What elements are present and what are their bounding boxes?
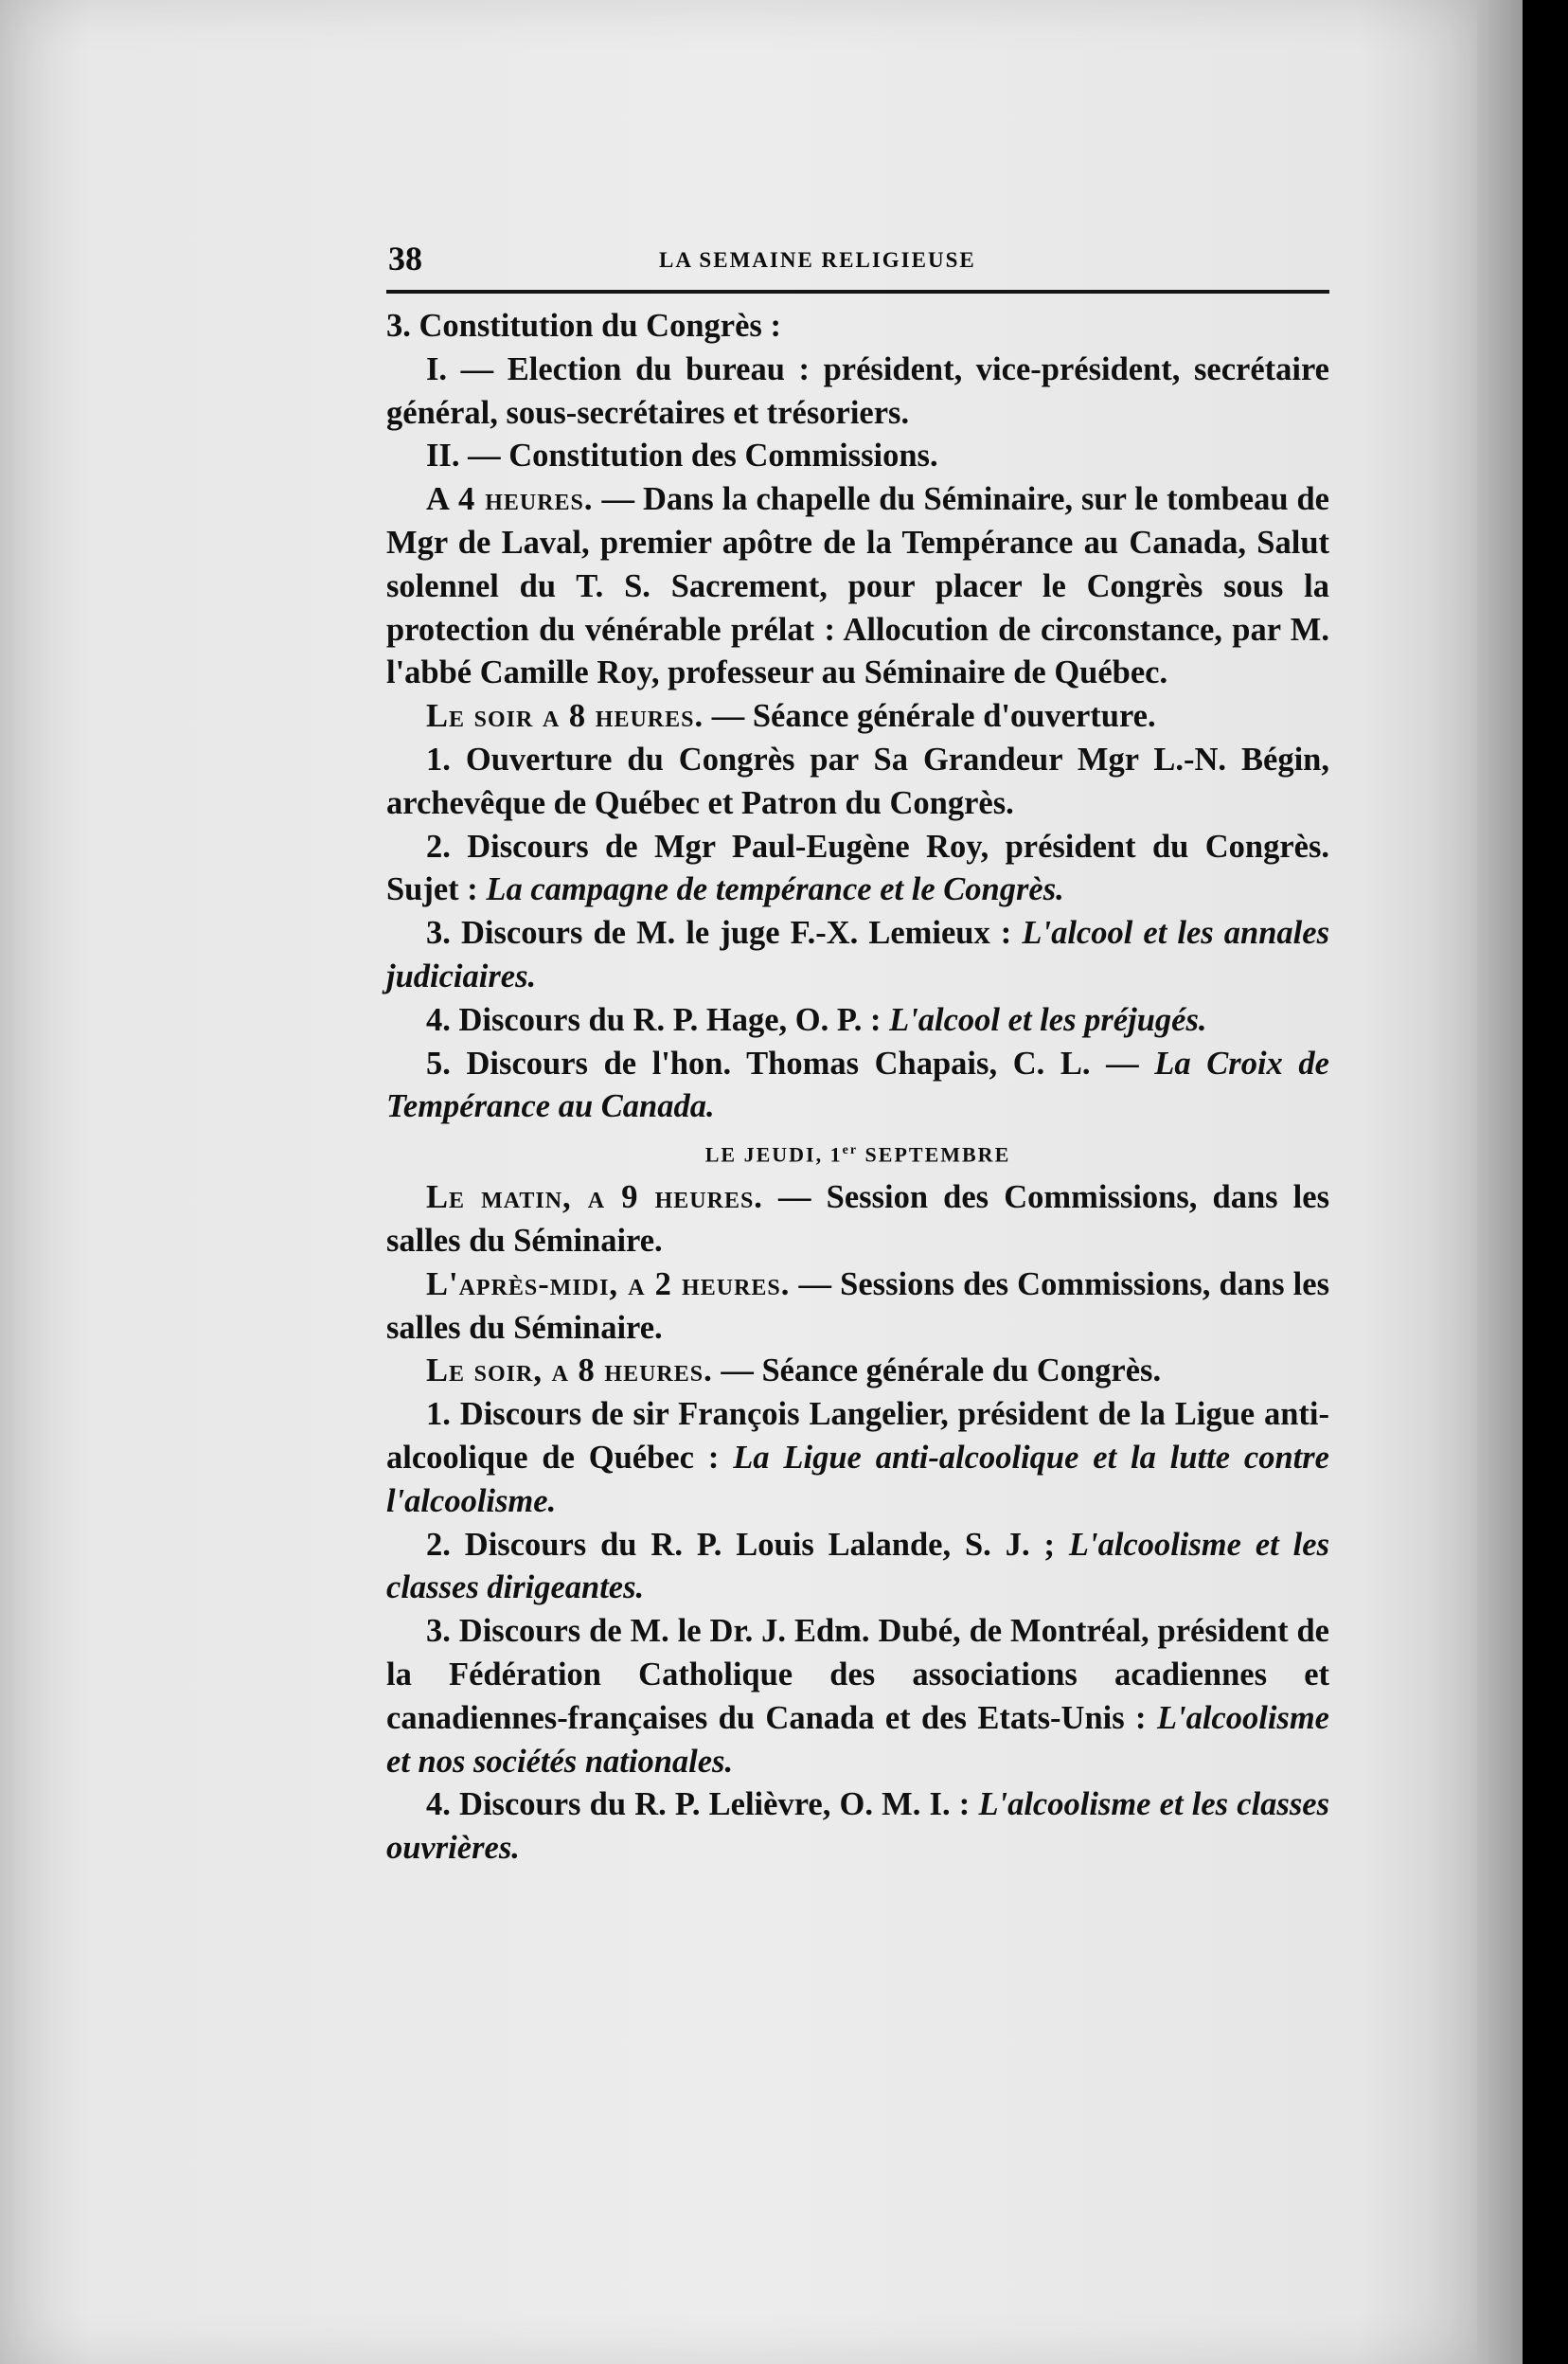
- paragraph: A 4 heures. — Dans la chapelle du Séminaire, sur le tombeau de Mgr de Laval, premier apôtre de la Tempérance au Canada, Salut solennel du T. S. Sacrement, pour placer le Congrès sous la protection du vénérable prélat : Allocution de circonstance, par M. l'abbé Camille Roy, professeur au Séminaire de Québec.: [386, 481, 1329, 691]
- paragraph: L'après-midi, a 2 heures. — Sessions des Commissions, dans les salles du Séminaire.: [386, 1265, 1329, 1346]
- time-lead: A 4 heures.: [426, 481, 594, 518]
- time-lead: L'après-midi, a 2 heures.: [426, 1265, 791, 1302]
- paragraph: I. — Election du bureau : président, vice-président, secrétaire général, sous-secrétaires et trésoriers.: [386, 350, 1329, 431]
- paragraph: Le soir a 8 heures. — Séance générale d'ouverture.: [426, 698, 1156, 735]
- book-gutter: [1477, 0, 1523, 2364]
- header-rule: [386, 290, 1329, 294]
- page-number: 38: [388, 240, 422, 278]
- paragraph: Le matin, a 9 heures. — Session des Commissions, dans les salles du Séminaire.: [386, 1179, 1330, 1260]
- page-body: [386, 305, 1329, 1871]
- paragraph: 5. Discours de l'hon. Thomas Chapais, C. L. — La Croix de Tempérance au Canada.: [386, 1045, 1329, 1125]
- paragraph: 4. Discours du R. P. Hage, O. P. : L'alcool et les préjugés.: [426, 1001, 1207, 1038]
- time-lead: Le matin, a 9 heures.: [426, 1179, 763, 1216]
- paragraph: 3. Discours de M. le juge F.-X. Lemieux : L'alcool et les annales judiciaires.: [386, 915, 1329, 994]
- time-lead: Le soir a 8 heures.: [426, 698, 704, 735]
- paragraph: 2. Discours du R. P. Louis Lalande, S. J. ; L'alcoolisme et les classes dirigeantes.: [386, 1526, 1330, 1606]
- paragraph: 3. Discours de M. le Dr. J. Edm. Dubé, de Montréal, président de la Fédération Catholique des associations acadiennes et canadiennes-françaises du Canada et des Etats-Unis : L'alcoolisme et nos sociétés nationales.: [386, 1613, 1329, 1780]
- running-title: LA SEMAINE RELIGIEUSE: [659, 248, 976, 272]
- paragraph: 1. Discours de sir François Langelier, président de la Ligue anti-alcoolique de Québec : La Ligue anti-alcoolique et la lutte contre l'alcoolisme.: [386, 1396, 1329, 1519]
- paragraph: 1. Ouverture du Congrès par Sa Grandeur Mgr L.-N. Bégin, archevêque de Québec et Patron du Congrès.: [386, 741, 1329, 821]
- page-header: [388, 239, 1335, 277]
- paragraph: 3. Constitution du Congrès :: [386, 308, 781, 344]
- paragraph: 2. Discours de Mgr Paul-Eugène Roy, président du Congrès. Sujet : La campagne de tempérance et le Congrès.: [386, 828, 1329, 908]
- time-lead: Le soir, a 8 heures.: [426, 1352, 713, 1389]
- paragraph: Le soir, a 8 heures. — Séance générale du Congrès.: [426, 1352, 1162, 1389]
- paragraph: 4. Discours du R. P. Lelièvre, O. M. I. : L'alcoolisme et les classes ouvrières.: [386, 1786, 1329, 1867]
- paragraph: II. — Constitution des Commissions.: [426, 438, 938, 475]
- scan-edge: [1523, 0, 1568, 2364]
- section-heading: LE JEUDI, 1er SEPTEMBRE: [704, 1142, 1011, 1167]
